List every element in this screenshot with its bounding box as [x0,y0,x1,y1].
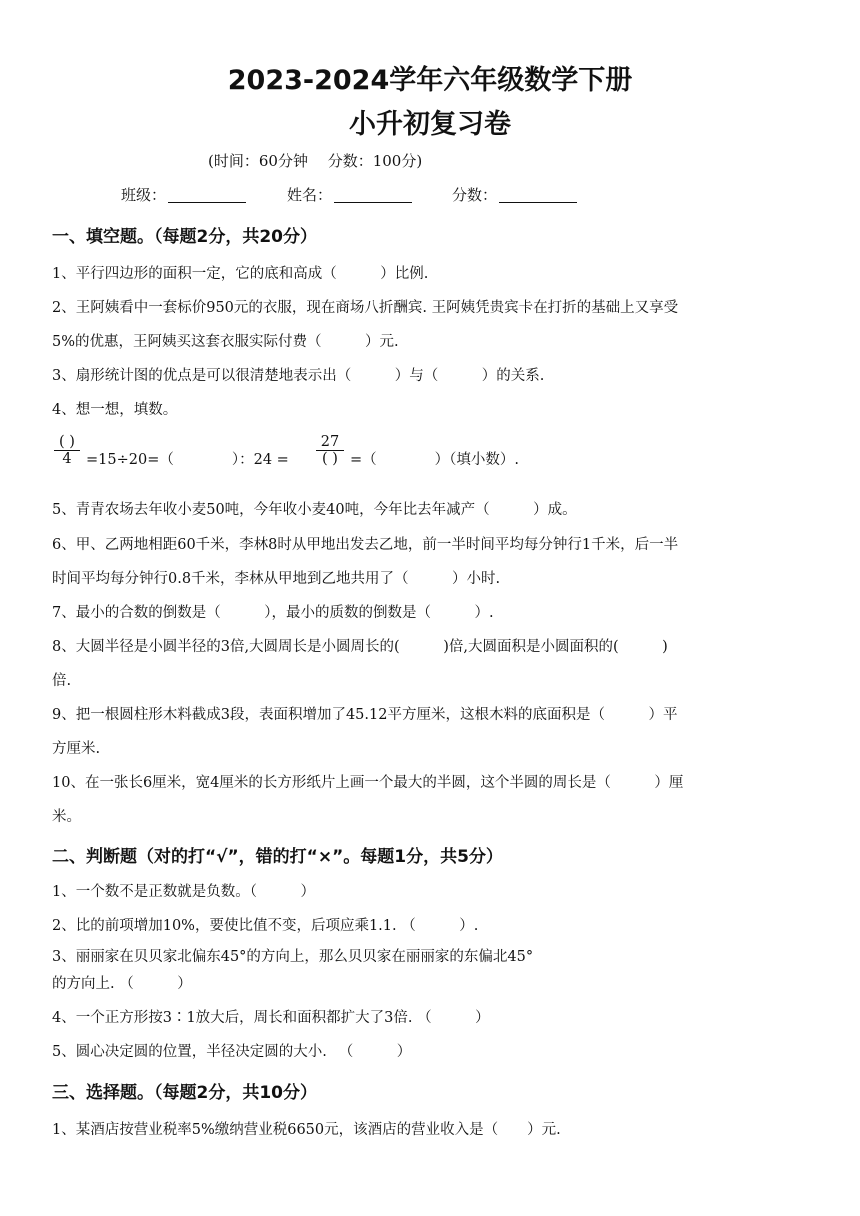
fraction-2-numerator: 27 [320,434,340,450]
question-1-4-end: =（ ）（填小数）. [350,452,520,468]
score-blank[interactable] [499,188,577,203]
score-field [452,184,577,205]
section-multiple-choice-heading: 三、选择题。（每题2分，共10分） [52,1083,317,1103]
fraction-2-denominator: ( ) [316,450,344,467]
fraction-1-numerator: ( ) [59,434,75,450]
question-1-5: 5、青青农场去年收小麦50吨，今年收小麦40吨，今年比去年减产（ ）成。 [52,502,577,518]
question-2-3b: 的方向上. （ ） [52,976,192,992]
question-2-3a: 3、丽丽家在贝贝家北偏东45°的方向上，那么贝贝家在丽丽家的东偏北45° [52,949,534,965]
question-1-4-middle: =15÷20=（ ）：24 = [86,452,289,468]
question-1-2b: 5%的优惠，王阿姨买这套衣服实际付费（ ）元. [52,334,399,350]
fraction-blank-over-4 [54,434,80,467]
name-label: 姓名： [287,186,333,204]
class-label: 班级： [121,186,167,204]
question-1-7: 7、最小的合数的倒数是（ ），最小的质数的倒数是（ ）. [52,605,494,621]
score-label: 分数： [452,186,498,204]
question-1-9b: 方厘米. [52,741,101,757]
question-1-4: 4、想一想，填数。 [52,402,178,418]
exam-subtitle: 小升初复习卷 [349,109,511,140]
name-blank[interactable] [334,188,412,203]
class-blank[interactable] [168,188,246,203]
question-1-9a: 9、把一根圆柱形木料截成3段，表面积增加了45.12平方厘米，这根木料的底面积是（ ）平 [52,707,678,723]
section-fill-in-heading: 一、填空题。（每题2分，共20分） [52,227,317,247]
question-1-3: 3、扇形统计图的优点是可以很清楚地表示出（ ）与（ ）的关系. [52,368,545,384]
question-1-1: 1、平行四边形的面积一定，它的底和高成（ ）比例. [52,266,429,282]
question-1-8b: 倍. [52,673,72,689]
exam-title: 2023-2024学年六年级数学下册 [227,65,633,96]
question-2-5: 5、圆心决定圆的位置，半径决定圆的大小. （ ） [52,1044,412,1060]
question-1-10b: 米。 [52,809,81,825]
question-1-10a: 10、在一张长6厘米，宽4厘米的长方形纸片上画一个最大的半圆，这个半圆的周长是（ ）厘 [52,775,684,791]
question-1-6b: 时间平均每分钟行0.8千米，李林从甲地到乙地共用了（ ）小时. [52,571,501,587]
class-field [121,184,246,205]
fraction-1-denominator: 4 [54,450,80,467]
name-field [287,184,412,205]
question-2-1: 1、一个数不是正数就是负数。（ ） [52,884,315,900]
time-score-info: (时间：60分钟 分数：100分) [208,152,423,170]
question-1-2a: 2、王阿姨看中一套标价950元的衣服，现在商场八折酬宾. 王阿姨凭贵宾卡在打折的基础上又享受 [52,300,679,316]
fraction-27-over-blank [316,434,344,467]
question-2-2: 2、比的前项增加10%，要使比值不变，后项应乘1.1. （ ）. [52,918,479,934]
question-3-1: 1、某酒店按营业税率5%缴纳营业税6650元，该酒店的营业收入是（ ）元. [52,1122,561,1138]
question-2-4: 4、一个正方形按3∶1放大后，周长和面积都扩大了3倍. （ ） [52,1010,490,1026]
section-true-false-heading: 二、判断题（对的打“√”，错的打“×”。每题1分，共5分） [52,847,503,867]
question-1-6a: 6、甲、乙两地相距60千米，李林8时从甲地出发去乙地，前一半时间平均每分钟行1千米，后一半 [52,537,679,553]
question-1-8a: 8、大圆半径是小圆半径的3倍,大圆周长是小圆周长的( )倍,大圆面积是小圆面积的( ) [52,639,668,655]
